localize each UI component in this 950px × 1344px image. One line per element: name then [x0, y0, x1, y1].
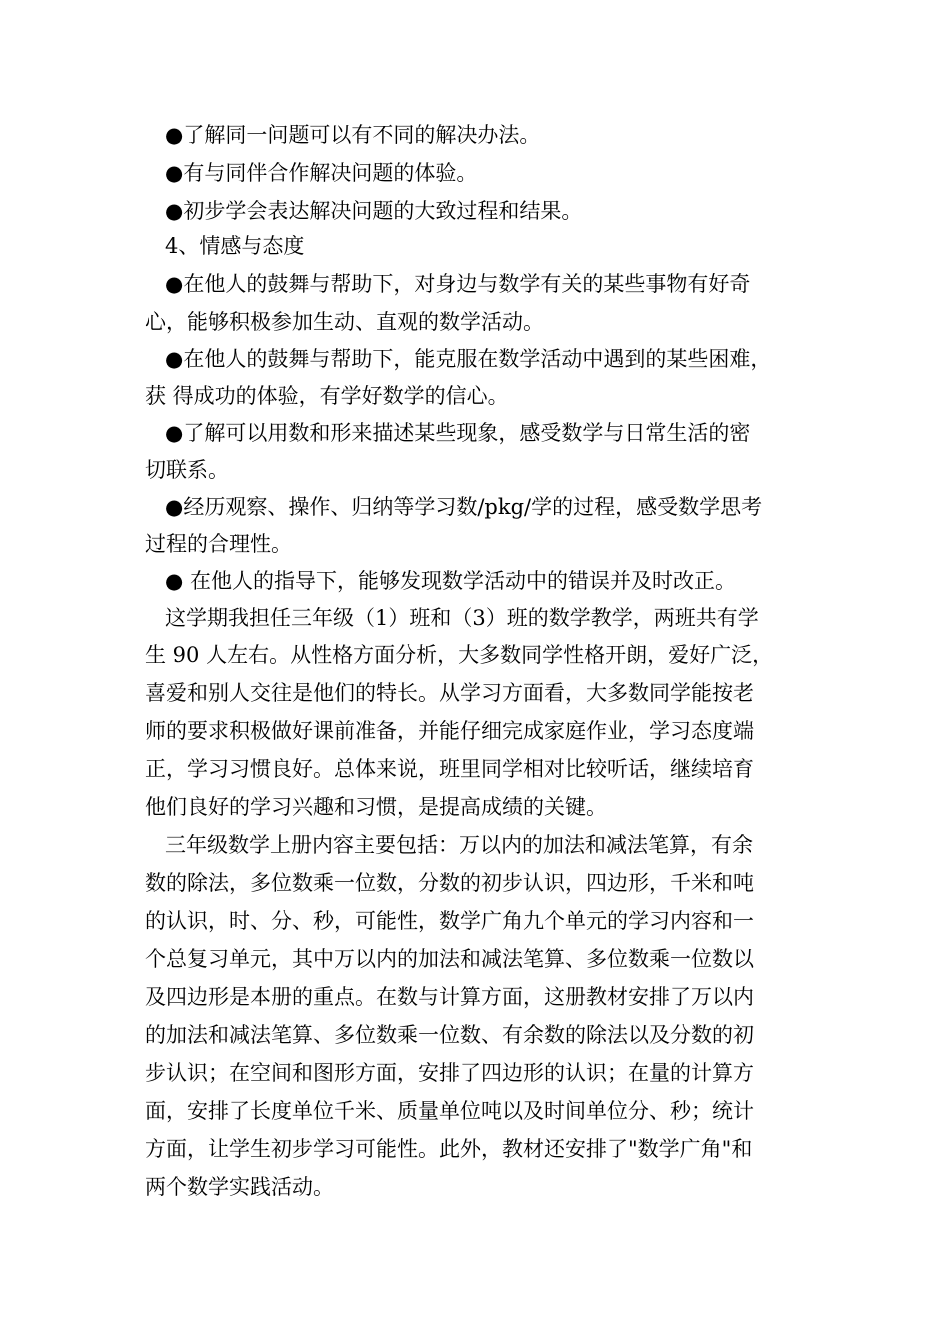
bullet-line: ●初步学会表达解决问题的大致过程和结果。: [165, 199, 583, 223]
bullet-line: ●了解可以用数和形来描述某些现象，感受数学与日常生活的密: [165, 421, 751, 445]
paragraph-line: 的加法和减法笔算、多位数乘一位数、有余数的除法以及分数的初: [145, 1023, 754, 1047]
paragraph-line: 他们良好的学习兴趣和习惯，是提高成绩的关键。: [145, 795, 607, 819]
text-line: 过程的合理性。: [145, 532, 292, 556]
section-heading: 4、情感与态度: [165, 234, 305, 258]
paragraph-line: 个总复习单元，其中万以内的加法和减法笔算、多位数乘一位数以: [145, 947, 754, 971]
paragraph-line: 这学期我担任三年级（1）班和（3）班的数学教学，两班共有学: [165, 606, 759, 630]
bullet-line: ●经历观察、操作、归纳等学习数/pkg/学的过程，感受数学思考: [165, 495, 763, 519]
paragraph-line: 方面，让学生初步学习可能性。此外，教材还安排了"数学广角"和: [145, 1137, 753, 1161]
text-line: 心，能够积极参加生动、直观的数学活动。: [145, 310, 544, 334]
text-line: 切联系。: [145, 458, 229, 482]
bullet-line: ●有与同伴合作解决问题的体验。: [165, 161, 478, 185]
bullet-line: ●在他人的鼓舞与帮助下，对身边与数学有关的某些事物有好奇: [165, 272, 751, 296]
bullet-line: ●在他人的鼓舞与帮助下，能克服在数学活动中遇到的某些困难，: [165, 347, 772, 371]
paragraph-line: 喜爱和别人交往是他们的特长。从学习方面看，大多数同学能按老: [145, 681, 754, 705]
paragraph-line: 步认识；在空间和图形方面，安排了四边形的认识；在量的计算方: [145, 1061, 754, 1085]
paragraph-line: 数的除法，多位数乘一位数，分数的初步认识，四边形，千米和吨: [145, 871, 754, 895]
text-line: 获 得成功的体验，有学好数学的信心。: [145, 384, 509, 408]
paragraph-line: 正，学习习惯良好。总体来说，班里同学相对比较听话，继续培育: [145, 757, 754, 781]
paragraph-line: 两个数学实践活动。: [145, 1175, 334, 1199]
paragraph-line: 的认识，时、分、秒，可能性，数学广角九个单元的学习内容和一: [145, 909, 754, 933]
paragraph-line: 面，安排了长度单位千米、质量单位吨以及时间单位分、秒；统计: [145, 1099, 754, 1123]
bullet-line: ●了解同一问题可以有不同的解决办法。: [165, 123, 541, 147]
paragraph-line: 师的要求积极做好课前准备，并能仔细完成家庭作业，学习态度端: [145, 719, 754, 743]
paragraph-line: 及四边形是本册的重点。在数与计算方面，这册教材安排了万以内: [145, 985, 754, 1009]
bullet-line: ● 在他人的指导下，能够发现数学活动中的错误并及时改正。: [165, 569, 736, 593]
paragraph-line: 生 90 人左右。从性格方面分析，大多数同学性格开朗，爱好广泛，: [145, 643, 774, 667]
paragraph-line: 三年级数学上册内容主要包括：万以内的加法和减法笔算，有余: [165, 833, 753, 857]
